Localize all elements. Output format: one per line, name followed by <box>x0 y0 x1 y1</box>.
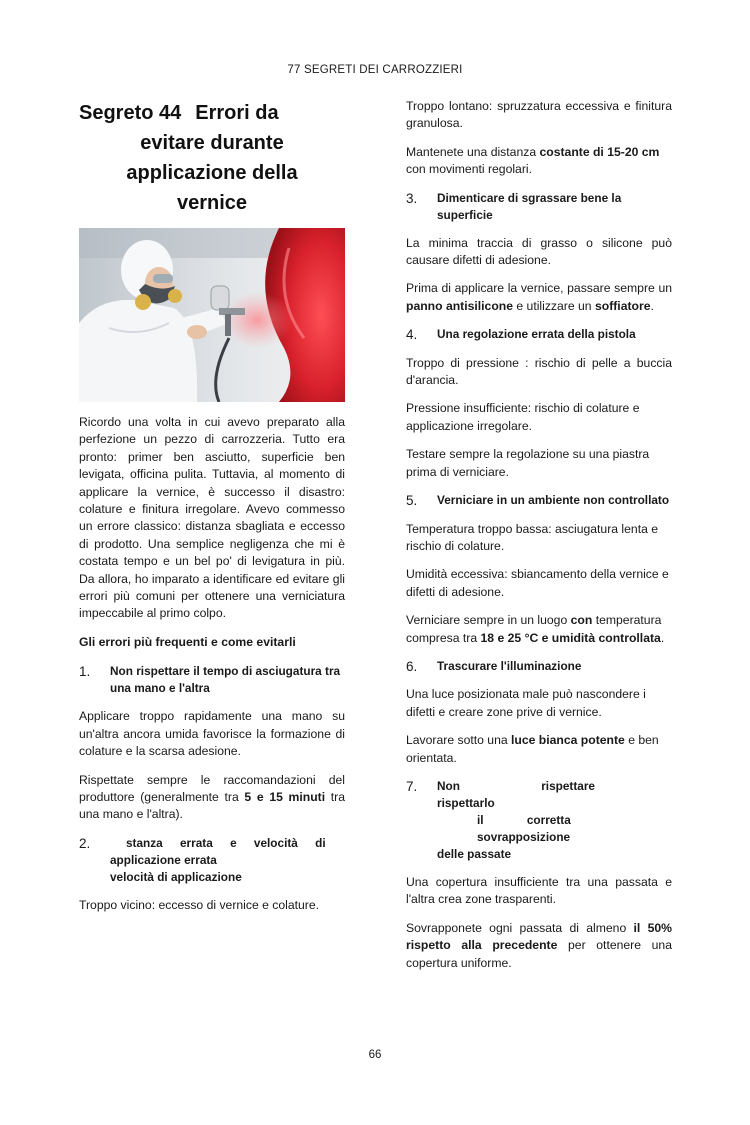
error-3-number: 3. <box>406 190 418 206</box>
error-3-title: Dimenticare di sgrassare bene la superficie <box>437 190 622 222</box>
error-7-paragraph-1: Una copertura insufficiente tra una passata e l'altra crea zone trasparenti. <box>406 874 672 907</box>
title-line-1: Errori da <box>195 102 279 124</box>
intro-paragraph: Ricordo una volta in cui avevo preparato alla perfezione un pezzo di carrozzeria. Tutto era pronto: primer ben asciutto, superficie ben levigata, officina pulita. Tuttavia, al momento di applicare la vernice, è successo il disastro: colature e finitura irregolare. Avevo commesso un errore classico: distanza sbagliata e eccesso di prodotto. Una semplice negligenza che mi è costata tempo e un bel po' di levigatura in più. Da allora, ho imparato a identificare ed evitare gli errori più comuni per ottenere una verniciatura impeccabile al primo colpo. <box>79 415 345 621</box>
error-2-number: 2. <box>79 835 91 851</box>
error-3-paragraph-2: Prima di applicare la vernice, passare sempre un panno antisilicone e utilizzare un soffiatore. <box>406 281 672 313</box>
error-6-paragraph-2: Lavorare sotto una luce bianca potente e ben orientata. <box>406 733 659 765</box>
error-5-paragraph-3: Verniciare sempre in un luogo con temperatura compresa tra 18 e 25 °C e umidità controllata. <box>406 613 665 645</box>
error-4-paragraph-3: Testare sempre la regolazione su una piastra prima di verniciare. <box>406 447 650 479</box>
error-5-number: 5. <box>406 493 418 509</box>
error-1-title: Non rispettare il tempo di asciugatura tra una mano e l'altra <box>110 664 341 696</box>
error-1-number: 1. <box>79 664 91 680</box>
error-2-paragraph-3: Mantenete una distanza costante di 15-20 cm con movimenti regolari. <box>406 144 660 177</box>
error-5-paragraph-2: Umidità eccessiva: sbiancamento della vernice e difetti di adesione. <box>406 567 669 599</box>
error-6-title: Trascurare l'illuminazione <box>437 658 582 673</box>
error-7-number: 7. <box>406 778 418 794</box>
error-2-paragraph-1: Troppo vicino: eccesso di vernice e colature. <box>79 897 320 912</box>
error-5-heading <box>406 492 672 509</box>
title-line-4: vernice <box>176 192 248 214</box>
title-line-3: applicazione della <box>126 162 298 184</box>
title-line-2: evitare durante <box>140 132 284 154</box>
error-4-paragraph-1: Troppo di pressione : rischio di pelle a buccia d'arancia. <box>406 355 672 388</box>
error-6-paragraph-1: Una luce posizionata male può nascondere i difetti e creare zone prive di vernice. <box>406 687 646 719</box>
page-number: 66 <box>368 1049 382 1061</box>
error-1-paragraph-2: Rispettate sempre le raccomandazioni del produttore (generalmente tra 5 e 15 minuti tra una mano e l'altra). <box>79 772 346 822</box>
error-4-paragraph-2: Pressione insufficiente: rischio di colature e applicazione irregolare. <box>406 401 640 433</box>
error-7-heading <box>406 778 672 863</box>
error-4-heading <box>406 326 672 343</box>
error-3-paragraph-1: La minima traccia di grasso o silicone può causare difetti di adesione. <box>406 235 672 268</box>
spray-painter-photo <box>79 228 345 402</box>
error-2-title: stanza errata e velocità di applicazione errata velocità di applicazione <box>110 835 326 884</box>
secret-number: Segreto 44 <box>79 102 182 124</box>
error-1-heading <box>79 663 345 697</box>
left-column <box>79 98 345 925</box>
error-4-title: Una regolazione errata della pistola <box>437 327 636 342</box>
error-2-paragraph-2: Troppo lontano: spruzzatura eccessiva e finitura granulosa. <box>406 99 672 131</box>
error-2-heading <box>79 835 345 886</box>
running-header: 77 SEGRETI DEI CARROZZIERI <box>287 64 463 76</box>
error-5-title: Verniciare in un ambiente non controllato <box>437 493 670 508</box>
error-3-heading <box>406 190 672 224</box>
error-6-number: 6. <box>406 658 418 674</box>
error-7-title: Non rispettare rispettarlo il corretta sovrapposizione delle passate <box>437 778 595 861</box>
page-title <box>79 98 345 218</box>
section-heading: Gli errori più frequenti e come evitarli <box>79 634 296 649</box>
error-4-number: 4. <box>406 327 418 343</box>
error-6-heading <box>406 658 672 675</box>
right-column <box>406 98 672 983</box>
error-1-paragraph-1: Applicare troppo rapidamente una mano su un'altra ancora umida favorisce la formazione di colature e la scarsa adesione. <box>79 709 345 759</box>
error-7-paragraph-2: Sovrapponete ogni passata di almeno il 50% rispetto alla precedente per ottenere una copertura uniforme. <box>406 920 672 970</box>
error-5-paragraph-1: Temperatura troppo bassa: asciugatura lenta e rischio di colature. <box>406 521 659 553</box>
